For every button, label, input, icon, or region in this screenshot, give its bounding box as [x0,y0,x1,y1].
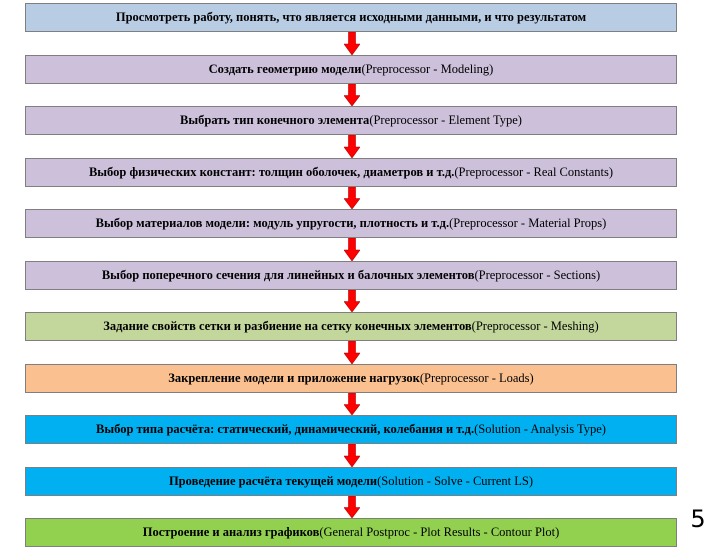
step-menu-path: (General Postproc - Plot Results - Contour Plot) [319,525,560,539]
step-menu-path: (Preprocessor - Real Constants) [454,165,614,179]
step-box [25,467,677,496]
step-box [25,518,677,547]
step-title: Выбрать тип конечного элемента [180,113,370,127]
step-box [25,106,677,135]
step-menu-path: (Preprocessor - Meshing) [471,319,599,333]
step-menu-path: (Preprocessor - Element Type) [369,113,522,127]
step-title: Проведение расчёта текущей модели [168,474,378,488]
step-title: Создать геометрию модели [208,62,362,76]
step-title: Выбор физических констант: толщин оболочек, диаметров и т.д. [88,165,455,179]
down-arrow-icon [344,444,360,467]
step-title: Выбор материалов модели: модуль упругости, плотность и т.д. [95,216,450,230]
down-arrow-icon [344,341,360,364]
down-arrow-icon [344,84,360,106]
step-menu-path: (Preprocessor - Modeling) [361,62,494,76]
step-box [25,209,677,238]
down-arrow-icon [344,32,360,55]
page-number: 5 [690,505,706,533]
step-menu-path: (Preprocessor - Loads) [419,371,534,385]
step-menu-path: (Solution - Analysis Type) [474,422,606,436]
step-title: Задание свойств сетки и разбиение на сетку конечных элементов [103,319,472,333]
step-box [25,3,677,32]
step-title: Просмотреть работу, понять, что является исходными данными, и что результатом [115,10,587,24]
down-arrow-icon [344,187,360,209]
step-menu-path: (Preprocessor - Sections) [474,268,601,282]
step-title: Выбор поперечного сечения для линейных и балочных элементов [101,268,475,282]
step-box [25,55,677,84]
down-arrow-icon [344,135,360,158]
step-box [25,158,677,187]
step-title: Закрепление модели и приложение нагрузок [168,371,420,385]
step-box [25,364,677,393]
step-box [25,312,677,341]
down-arrow-icon [344,393,360,415]
step-title: Выбор типа расчёта: статический, динамический, колебания и т.д. [96,422,475,436]
down-arrow-icon [344,290,360,312]
step-menu-path: (Solution - Solve - Current LS) [377,474,534,488]
step-title: Построение и анализ графиков [142,525,320,539]
down-arrow-icon [344,496,360,518]
step-menu-path: (Preprocessor - Material Props) [449,216,607,230]
down-arrow-icon [344,238,360,261]
step-box [25,415,677,444]
step-box [25,261,677,290]
